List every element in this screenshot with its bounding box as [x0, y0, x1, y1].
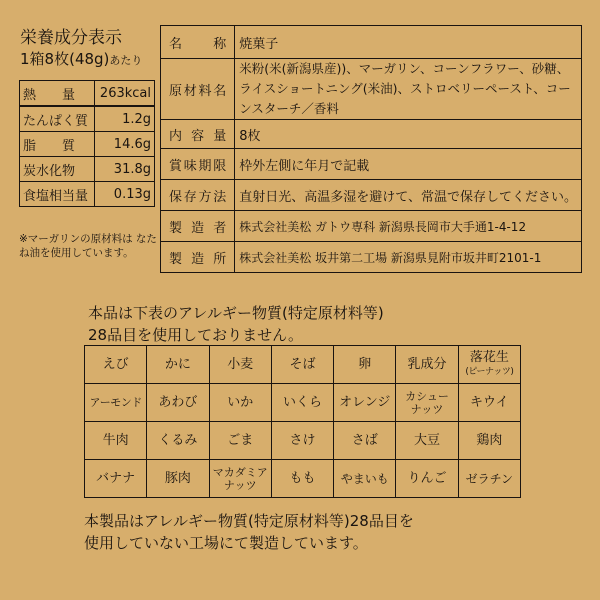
info-row-expiry: [161, 149, 582, 180]
nutrition-value: 1.2g: [94, 106, 154, 132]
allergen-cell: 乳成分: [396, 346, 458, 384]
info-row-factory: [161, 242, 582, 273]
allergen-cell: えび: [85, 346, 147, 384]
allergen-heading-line1: 本品は下表のアレルギー物質(特定原材料等): [88, 304, 384, 322]
allergen-cell: もも: [271, 460, 333, 498]
allergen-cell: 豚肉: [147, 460, 209, 498]
info-key: 製造者: [161, 211, 235, 242]
allergen-cell: さけ: [271, 422, 333, 460]
nutrition-label: 熱 量: [20, 81, 95, 107]
factory-statement-line1: 本製品はアレルギー物質(特定原材料等)28品目を: [84, 512, 414, 530]
info-value: 株式会社美松 坂井第二工場 新潟県見附市坂井町2101-1: [235, 242, 582, 273]
allergen-sublabel: ナッツ: [223, 478, 257, 492]
allergen-cell: 鶏肉: [458, 422, 520, 460]
allergen-cell-peanut: [458, 346, 520, 384]
allergen-cell: やまいも: [334, 460, 396, 498]
info-key: 製造所: [161, 242, 235, 273]
allergen-cell-cashew: [396, 384, 458, 422]
info-value: 焼菓子: [235, 26, 582, 59]
info-key: 原材料名: [161, 59, 235, 120]
allergen-row: [85, 460, 521, 498]
nutrition-value: 31.8g: [94, 157, 154, 182]
info-key: 賞味期限: [161, 149, 235, 180]
info-row-name: [161, 26, 582, 59]
allergen-cell: 小麦: [209, 346, 271, 384]
allergen-row: [85, 384, 521, 422]
allergen-cell: アーモンド: [85, 384, 147, 422]
allergen-cell: 牛肉: [85, 422, 147, 460]
allergen-cell: かに: [147, 346, 209, 384]
nutrition-value: 263kcal: [94, 81, 154, 107]
product-info-table: [160, 25, 582, 273]
nutrition-row: [20, 132, 155, 157]
nutrition-label: 炭水化物: [20, 157, 95, 182]
allergen-sublabel: (ピーナッツ): [465, 366, 514, 377]
nutrition-table: [19, 80, 155, 207]
nutrition-label: たんぱく質: [20, 106, 95, 132]
allergen-cell: いくら: [271, 384, 333, 422]
allergen-cell-macadamia: [209, 460, 271, 498]
allergen-grid: [84, 345, 521, 498]
info-value: 8枚: [235, 120, 582, 149]
nutrition-serving-amount: 1箱8枚(48g): [20, 50, 110, 68]
allergen-heading: [88, 302, 384, 346]
allergen-label: 落花生: [469, 349, 509, 365]
factory-statement: [84, 510, 414, 554]
allergen-label: マカダミア: [212, 465, 268, 479]
info-value: 枠外左側に年月で記載: [235, 149, 582, 180]
allergen-label: カシュー: [405, 389, 449, 403]
allergen-row: [85, 346, 521, 384]
info-row-manufacturer: [161, 211, 582, 242]
nutrition-value: 14.6g: [94, 132, 154, 157]
allergen-cell: ゼラチン: [458, 460, 520, 498]
info-key: 内容量: [161, 120, 235, 149]
allergen-cell: キウイ: [458, 384, 520, 422]
allergen-cell: そば: [271, 346, 333, 384]
info-value: 米粉(米(新潟県産))、マーガリン、コーンフラワー、砂糖、ライスショートニング(米油)、ストロベリーペースト、コーンスターチ／香料: [235, 59, 582, 120]
allergen-sublabel: ナッツ: [410, 402, 444, 416]
allergen-cell: 大豆: [396, 422, 458, 460]
nutrition-label: 食塩相当量: [20, 182, 95, 207]
nutrition-row: [20, 106, 155, 132]
allergen-row: [85, 422, 521, 460]
info-key: 保存方法: [161, 180, 235, 211]
info-key: 名称: [161, 26, 235, 59]
nutrition-value: 0.13g: [94, 182, 154, 207]
allergen-cell: くるみ: [147, 422, 209, 460]
allergen-cell: いか: [209, 384, 271, 422]
info-value: 直射日光、高温多湿を避けて、常温で保存してください。: [235, 180, 582, 211]
allergen-cell: りんご: [396, 460, 458, 498]
nutrition-note: ※マーガリンの原材料は なたね油を使用しています。: [19, 233, 157, 259]
nutrition-row: [20, 157, 155, 182]
info-value: 株式会社美松 ガトウ専科 新潟県長岡市大手通1-4-12: [235, 211, 582, 242]
allergen-cell: ごま: [209, 422, 271, 460]
nutrition-row: [20, 81, 155, 107]
info-row-storage: [161, 180, 582, 211]
allergen-cell: バナナ: [85, 460, 147, 498]
allergen-cell: オレンジ: [334, 384, 396, 422]
allergen-cell: さば: [334, 422, 396, 460]
info-row-ingredients: [161, 59, 582, 120]
info-row-content: [161, 120, 582, 149]
factory-statement-line2: 使用していない工場にて製造しています。: [84, 534, 368, 552]
nutrition-title: 栄養成分表示: [20, 28, 122, 48]
allergen-cell: あわび: [147, 384, 209, 422]
nutrition-serving-suffix: あたり: [109, 54, 143, 67]
allergen-cell: 卵: [334, 346, 396, 384]
nutrition-label: 脂 質: [20, 132, 95, 157]
allergen-heading-line2: 28品目を使用しておりません。: [88, 326, 303, 344]
nutrition-row: [20, 182, 155, 207]
nutrition-serving: [20, 50, 142, 70]
